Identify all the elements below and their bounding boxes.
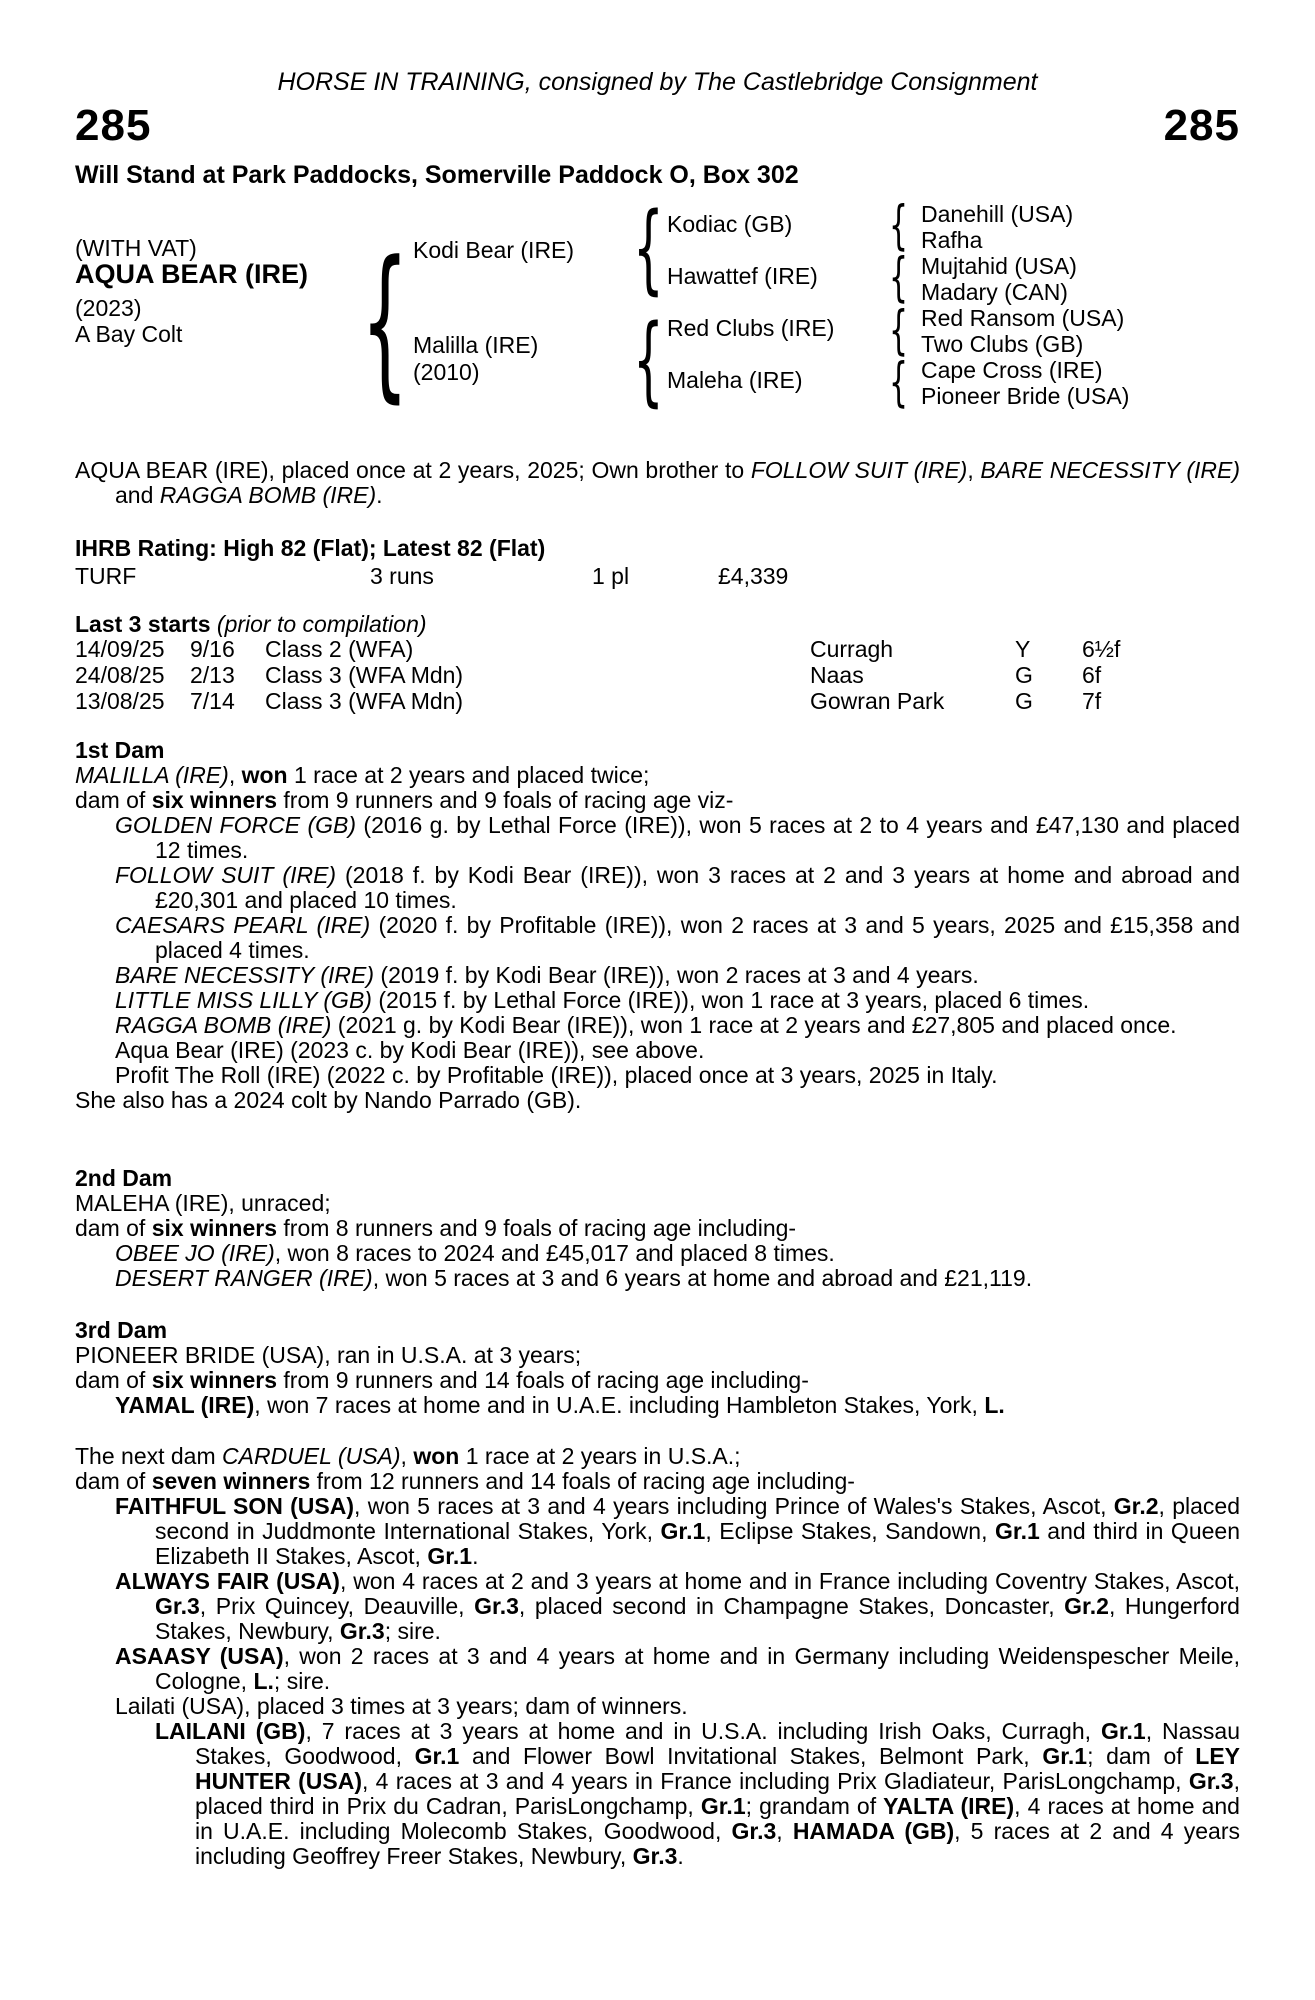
produce-record-paragraph: LITTLE MISS LILLY (GB) (2015 f. by Lethal Force (IRE)), won 1 race at 3 years, placed 6 times. xyxy=(115,987,1090,1013)
granddam-1: Hawattef (IRE) xyxy=(667,263,818,289)
produce-record-paragraph: ASAASY (USA), won 2 races at 3 and 4 years at home and in Germany including Weidenspescher Meile, Cologne, L.; sire. xyxy=(115,1643,1240,1694)
pedigree-brace-dam: { xyxy=(633,303,664,417)
third-dam-section xyxy=(75,1318,1240,1418)
produce-record-paragraph: YAMAL (IRE), won 7 races at home and in U.A.E. including Hambleton Stakes, York, L. xyxy=(115,1392,1005,1418)
race-record-summary xyxy=(75,458,1240,508)
last-3-starts-heading xyxy=(75,612,1240,637)
third-dam-heading: 3rd Dam xyxy=(75,1317,168,1343)
turf-summary-row xyxy=(75,564,1240,589)
foaling-year: (2023) xyxy=(75,295,142,321)
race-start-cell: 14/09/25 xyxy=(75,636,165,662)
race-start-cell: G xyxy=(1015,688,1033,714)
great-grandparent-3: Mujtahid (USA) xyxy=(921,253,1077,279)
intro-paragraph: AQUA BEAR (IRE), placed once at 2 years, 2025; Own brother to FOLLOW SUIT (IRE), BARE NECESSITY (IRE) and RAGGA BOMB (IRE). xyxy=(75,457,1240,508)
race-start-row xyxy=(75,637,1240,663)
race-start-cell: G xyxy=(1015,662,1033,688)
rating-block xyxy=(75,536,1240,589)
runs-count: 3 runs xyxy=(370,563,434,589)
third-dam-paragraphs xyxy=(75,1343,1240,1418)
race-start-row xyxy=(75,689,1240,715)
race-start-cell: Class 2 (WFA) xyxy=(265,636,414,662)
race-start-cell: Naas xyxy=(810,662,864,688)
produce-record-paragraph: DESERT RANGER (IRE), won 5 races at 3 and 6 years at home and abroad and £21,119. xyxy=(115,1265,1033,1291)
produce-record-paragraph: Lailati (USA), placed 3 times at 3 years; dam of winners. xyxy=(115,1693,688,1719)
race-start-cell: 6½f xyxy=(1082,636,1121,662)
vat-note: (WITH VAT) xyxy=(75,235,197,261)
produce-record-paragraph: FAITHFUL SON (USA), won 5 races at 3 and 4 years including Prince of Wales's Stakes, Ascot, Gr.2, placed second in Juddmonte International Stakes, York, Gr.1, Eclipse Stakes, Sandown, Gr.1 and third in Queen Elizabeth II Stakes, Ascot, Gr.1. xyxy=(115,1493,1240,1569)
great-grandparent-8: Pioneer Bride (USA) xyxy=(921,383,1130,409)
great-grandparent-4: Madary (CAN) xyxy=(921,279,1068,305)
race-start-cell: 13/08/25 xyxy=(75,688,165,714)
pedigree-table xyxy=(75,191,1240,430)
last-3-starts-label: Last 3 starts xyxy=(75,611,217,637)
race-start-cell: Class 3 (WFA Mdn) xyxy=(265,688,464,714)
race-start-row xyxy=(75,663,1240,689)
dam-name: Malilla (IRE) xyxy=(413,332,539,358)
consignment-title: HORSE IN TRAINING, consigned by The Castlebridge Consignment xyxy=(277,68,1038,96)
lot-number-left: 285 xyxy=(75,101,152,150)
first-dam-heading: 1st Dam xyxy=(75,737,165,763)
earnings-amount: £4,339 xyxy=(718,563,789,589)
race-start-cell: Class 3 (WFA Mdn) xyxy=(265,662,464,688)
race-start-cell: 24/08/25 xyxy=(75,662,165,688)
produce-record-paragraph: CAESARS PEARL (IRE) (2020 f. by Profitable (IRE)), won 2 races at 3 and 5 years, 2025 and £15,358 and placed 4 times. xyxy=(115,912,1240,963)
produce-record-paragraph: BARE NECESSITY (IRE) (2019 f. by Kodi Bear (IRE)), won 2 races at 3 and 4 years. xyxy=(115,962,979,988)
produce-record-paragraph: dam of six winners from 9 runners and 9 foals of racing age viz- xyxy=(75,787,734,813)
next-dam-paragraphs xyxy=(75,1444,1240,1869)
second-dam-paragraphs xyxy=(75,1191,1240,1291)
first-dam-paragraphs xyxy=(75,763,1240,1113)
produce-record-paragraph: FOLLOW SUIT (IRE) (2018 f. by Kodi Bear (IRE)), won 3 races at 2 and 3 years at home and abroad and £20,301 and placed 10 times. xyxy=(115,862,1241,913)
compilation-note: (prior to compilation) xyxy=(216,611,427,637)
produce-record-paragraph: GOLDEN FORCE (GB) (2016 g. by Lethal Force (IRE)), won 5 races at 2 to 4 years and £47,130 and placed 12 times. xyxy=(115,812,1240,863)
second-dam-section xyxy=(75,1166,1240,1291)
produce-record-paragraph: LAILANI (GB), 7 races at 3 years at home and in U.S.A. including Irish Oaks, Curragh, Gr.1, Nassau Stakes, Goodwood, Gr.1 and Flower Bowl Invitational Stakes, Belmont Park, Gr.1; dam of LEY HUNTER (USA), 4 races at 3 and 4 years in France including Prix Gladiateur, ParisLongchamp, Gr.3, placed third in Prix du Cadran, ParisLongchamp, Gr.1; grandam of YALTA (IRE), 4 races at home and in U.A.E. including Molecomb Stakes, Goodwood, Gr.3, HAMADA (GB), 5 races at 2 and 4 years including Geoffrey Freer Stakes, Newbury, Gr.3. xyxy=(155,1718,1241,1869)
stand-location-line: Will Stand at Park Paddocks, Somerville Paddock O, Box 302 xyxy=(75,161,799,189)
produce-record-paragraph: RAGGA BOMB (IRE) (2021 g. by Kodi Bear (IRE)), won 1 race at 2 years and £27,805 and placed once. xyxy=(115,1012,1177,1038)
race-start-cell: 7f xyxy=(1082,688,1102,714)
produce-record-paragraph: PIONEER BRIDE (USA), ran in U.S.A. at 3 years; xyxy=(75,1342,582,1368)
race-start-cell: 6f xyxy=(1082,662,1102,688)
pedigree-brace-ggp2: { xyxy=(889,245,909,308)
ihrb-rating-line: IHRB Rating: High 82 (Flat); Latest 82 (Flat) xyxy=(75,535,546,561)
produce-record-paragraph: Profit The Roll (IRE) (2022 c. by Profitable (IRE)), placed once at 3 years, 2025 in Italy. xyxy=(115,1062,998,1088)
great-grandparent-7: Cape Cross (IRE) xyxy=(921,357,1103,383)
race-start-cell: 2/13 xyxy=(190,662,235,688)
subject-horse-name: AQUA BEAR (IRE) xyxy=(75,259,308,289)
great-grandparent-6: Two Clubs (GB) xyxy=(921,331,1084,357)
pedigree-brace-gen1: { xyxy=(361,226,409,419)
pedigree-brace-ggp4: { xyxy=(889,350,909,413)
produce-record-paragraph: dam of six winners from 9 runners and 14 foals of racing age including- xyxy=(75,1367,809,1393)
pedigree-brace-ggp1: { xyxy=(889,193,909,256)
surface-label: TURF xyxy=(75,563,137,589)
sire-name: Kodi Bear (IRE) xyxy=(413,237,575,263)
last-3-starts-block xyxy=(75,612,1240,715)
produce-record-paragraph: MALEHA (IRE), unraced; xyxy=(75,1190,331,1216)
pedigree-brace-sire: { xyxy=(633,191,664,305)
last-3-starts-table xyxy=(75,637,1240,715)
produce-record-paragraph: She also has a 2024 colt by Nando Parrado (GB). xyxy=(75,1087,582,1113)
race-start-cell: Gowran Park xyxy=(810,688,945,714)
produce-record-paragraph: dam of seven winners from 12 runners and 14 foals of racing age including- xyxy=(75,1468,855,1494)
grandsire-1: Kodiac (GB) xyxy=(667,211,793,237)
produce-record-paragraph: dam of six winners from 8 runners and 9 foals of racing age including- xyxy=(75,1215,797,1241)
race-start-cell: Y xyxy=(1015,636,1031,662)
race-start-cell: Curragh xyxy=(810,636,894,662)
granddam-2: Maleha (IRE) xyxy=(667,367,803,393)
second-dam-heading: 2nd Dam xyxy=(75,1165,173,1191)
grandsire-2: Red Clubs (IRE) xyxy=(667,315,835,341)
pedigree-brace-ggp3: { xyxy=(889,298,909,361)
produce-record-paragraph: The next dam CARDUEL (USA), won 1 race at 2 years in U.S.A.; xyxy=(75,1443,741,1469)
produce-record-paragraph: ALWAYS FAIR (USA), won 4 races at 2 and 3 years at home and in France including Coventry Stakes, Ascot, Gr.3, Prix Quincey, Deauville, Gr.3, placed second in Champagne Stakes, Doncaster, Gr.2, Hungerford Stakes, Newbury, Gr.3; sire. xyxy=(115,1568,1241,1644)
produce-record-paragraph: OBEE JO (IRE), won 8 races to 2024 and £45,017 and placed 8 times. xyxy=(115,1240,835,1266)
great-grandparent-1: Danehill (USA) xyxy=(921,201,1074,227)
subject-description: A Bay Colt xyxy=(75,321,183,347)
great-grandparent-5: Red Ransom (USA) xyxy=(921,305,1125,331)
first-dam-section xyxy=(75,738,1240,1113)
produce-record-paragraph: MALILLA (IRE), won 1 race at 2 years and placed twice; xyxy=(75,762,650,788)
dam-year: (2010) xyxy=(413,359,480,385)
great-grandparent-2: Rafha xyxy=(921,227,983,253)
produce-record-paragraph: Aqua Bear (IRE) (2023 c. by Kodi Bear (IRE)), see above. xyxy=(115,1037,705,1063)
race-start-cell: 7/14 xyxy=(190,688,235,714)
placings-count: 1 pl xyxy=(592,563,630,589)
race-start-cell: 9/16 xyxy=(190,636,235,662)
lot-number-right: 285 xyxy=(1163,101,1240,150)
next-dam-section xyxy=(75,1444,1240,1869)
